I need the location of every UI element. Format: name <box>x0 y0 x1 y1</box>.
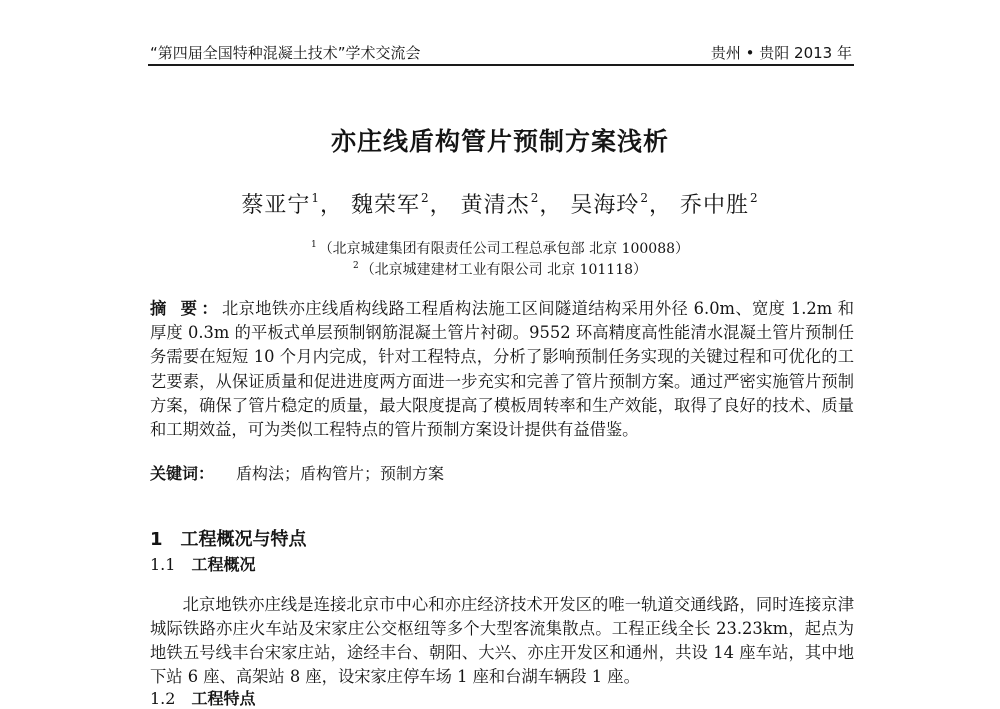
author-affiliation-mark: 2 <box>750 191 759 205</box>
affiliation-mark: 1 <box>310 240 317 250</box>
subsection-title: 工程概况 <box>191 555 256 574</box>
keywords-label: 关键词： <box>150 464 215 483</box>
section-title: 工程概况与特点 <box>180 529 307 550</box>
subsection-number: 1.2 <box>150 689 176 708</box>
subsection-number: 1.1 <box>150 555 176 574</box>
author-affiliation-mark: 2 <box>640 191 649 205</box>
section-number: 1 <box>150 529 163 550</box>
affiliation-text: （北京城建建材工业有限公司 北京 101118） <box>360 262 648 278</box>
author-affiliation-mark: 2 <box>421 191 430 205</box>
paper-title: 亦庄线盾构管片预制方案浅析 <box>330 127 669 156</box>
author: 蔡亚宁 <box>241 193 311 218</box>
author-affiliation-mark: 1 <box>311 191 321 205</box>
running-header-location-year: 贵州 • 贵阳 2013 年 <box>710 44 852 62</box>
header-rule <box>148 64 854 66</box>
author: 乔中胜 <box>679 193 749 218</box>
author: 吴海玲 <box>570 193 640 218</box>
affiliation-text: （北京城建集团有限责任公司工程总承包部 北京 100088） <box>318 241 690 257</box>
author: 黄清杰 <box>460 193 530 218</box>
subsection-heading-1-2 <box>150 686 255 709</box>
keywords-text: 盾构法；盾构管片；预制方案 <box>236 464 445 483</box>
affiliation-2 <box>0 259 1000 279</box>
body-paragraph: 北京地铁亦庄线是连接北京市中心和亦庄经济技术开发区的唯一轨道交通线路，同时连接京津城际铁路亦庄火车站及宋家庄公交枢纽等多个大型客流集散点。工程正线全长 23.23km，起点为地铁五号线丰台宋家庄站，途经丰台、朝阳、大兴、亦庄开发区和通州，共设 14 座车站，其中地下站 6 座、高架站 8 座，设宋家庄停车场 1 座和台湖车辆段 1 座。 <box>150 595 854 686</box>
section-heading-1 <box>150 525 307 551</box>
running-header-conference: “第四届全国特种混凝土技术”学术交流会 <box>150 44 421 62</box>
affiliation-1 <box>0 238 1000 258</box>
subsection-heading-1-1 <box>150 552 255 575</box>
author-affiliation-mark: 2 <box>530 191 540 205</box>
author-list: 蔡亚宁$^1$， 魏荣军$^2$， 黄清杰$^2$， 吴海玲$^2$， 乔中胜$^2$ <box>241 191 759 218</box>
abstract <box>150 297 854 442</box>
abstract-label: 摘 要： <box>150 299 222 318</box>
author: 魏荣军 <box>351 193 421 218</box>
abstract-text: 北京地铁亦庄线盾构线路工程盾构法施工区间隧道结构采用外径 6.0m、宽度 1.2m 和厚度 0.3m 的平板式单层预制钢筋混凝土管片衬砌。9552 环高精度高性能清水混凝土管片预制任务需要在短短 10 个月内完成，针对工程特点，分析了影响预制任务实现的关键过程和可优化的工艺要素，从保证质量和促进进度两方面进一步充实和完善了管片预制方案。通过严密实施管片预制方案，确保了管片稳定的质量，最大限度提高了模板周转率和生产效能，取得了良好的技术、质量和工期效益，可为类似工程特点的管片预制方案设计提供有益借鉴。 <box>150 299 854 440</box>
subsection-title: 工程特点 <box>191 689 256 708</box>
affiliation-mark: 2 <box>352 261 359 271</box>
keywords <box>150 461 444 484</box>
